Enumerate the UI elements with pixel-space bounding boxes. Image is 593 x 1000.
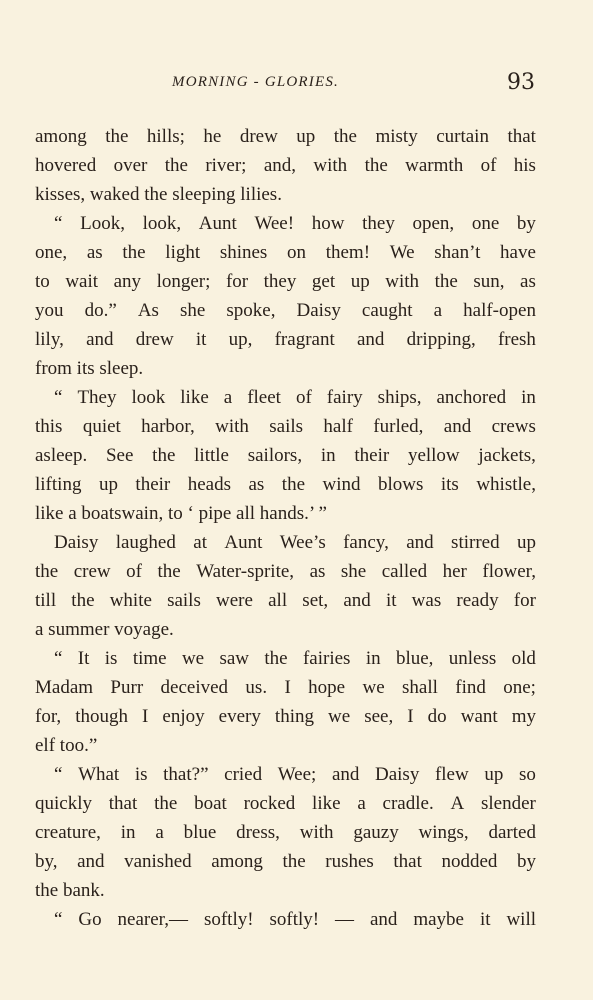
text-line: [35, 818, 536, 847]
word: a: [357, 793, 366, 814]
word: Aunt: [198, 213, 237, 234]
word: and: [343, 590, 371, 611]
word: white: [109, 590, 152, 611]
word: hope: [308, 677, 346, 698]
word: fairy: [326, 387, 363, 408]
word: this: [35, 416, 63, 437]
word: As: [137, 300, 159, 321]
word: “: [54, 213, 63, 234]
word: cradle.: [382, 793, 434, 814]
word: hills;: [146, 126, 185, 147]
word: set,: [302, 590, 329, 611]
word: slender: [481, 793, 536, 814]
word: softly!: [203, 909, 254, 930]
word: one: [471, 213, 500, 234]
word: Daisy: [296, 300, 341, 321]
word: Daisy: [375, 764, 420, 785]
word: is: [104, 648, 118, 669]
word: the: [157, 561, 181, 582]
word: “: [54, 764, 63, 785]
word: —: [335, 909, 355, 930]
word: on: [287, 242, 307, 263]
word: and: [77, 851, 105, 872]
text-line: the bank.: [35, 880, 105, 901]
word: stirred: [451, 532, 500, 553]
text-line: [35, 528, 536, 557]
word: us.: [245, 677, 268, 698]
word: saw: [219, 648, 250, 669]
word: blows: [377, 474, 424, 495]
text-line: [35, 847, 536, 876]
word: his: [513, 155, 536, 176]
text-line: [35, 760, 536, 789]
word: See: [105, 445, 134, 466]
word: I: [142, 706, 149, 727]
word: fancy,: [343, 532, 389, 553]
word: have: [500, 242, 536, 263]
word: lily,: [35, 329, 64, 350]
word: jackets,: [478, 445, 536, 466]
text-line: elf too.”: [35, 735, 98, 756]
word: among: [35, 126, 87, 147]
word: called: [381, 561, 428, 582]
word: with: [215, 416, 249, 437]
word: that?”: [163, 764, 209, 785]
body-text: [35, 122, 536, 934]
word: with: [299, 822, 334, 843]
text-line: [35, 151, 536, 180]
word: for,: [35, 706, 62, 727]
word: by: [516, 851, 536, 872]
text-line: [35, 702, 536, 731]
word: with: [313, 155, 348, 176]
word: sails: [167, 590, 201, 611]
word: spoke,: [226, 300, 276, 321]
word: for: [513, 590, 536, 611]
word: sails: [269, 416, 304, 437]
word: thing: [274, 706, 314, 727]
running-head: MORNING - GLORIES.: [172, 74, 340, 90]
text-line: [35, 789, 536, 818]
word: a: [433, 300, 443, 321]
word: half: [323, 416, 353, 437]
text-line: like a boatswain, to ‘ pipe all hands.’ ”: [35, 503, 327, 524]
word: sailors,: [247, 445, 303, 466]
text-line: [35, 557, 536, 586]
word: dripping,: [406, 329, 476, 350]
word: for: [225, 271, 249, 292]
word: will: [506, 909, 536, 930]
word: like: [180, 387, 209, 408]
word: like: [312, 793, 341, 814]
word: quiet: [82, 416, 121, 437]
word: gauzy: [353, 822, 399, 843]
word: and: [406, 532, 434, 553]
word: flew: [434, 764, 469, 785]
word: them!: [325, 242, 371, 263]
text-line: from its sleep.: [35, 358, 144, 379]
word: Water-sprite,: [196, 561, 295, 582]
word: lifting: [35, 474, 82, 495]
word: and: [331, 764, 360, 785]
text-line: kisses, waked the sleeping lilies.: [35, 184, 282, 205]
word: shan’t: [434, 242, 481, 263]
word: old: [511, 648, 536, 669]
word: in: [365, 648, 381, 669]
word: blue: [183, 822, 217, 843]
word: at: [193, 532, 207, 553]
word: we: [328, 706, 351, 727]
page-number: 93: [507, 70, 535, 95]
word: I: [407, 706, 414, 727]
word: wind: [322, 474, 361, 495]
word: shines: [219, 242, 268, 263]
word: blue,: [395, 648, 434, 669]
text-line: [35, 122, 536, 151]
word: all: [268, 590, 288, 611]
word: creature,: [35, 822, 101, 843]
word: crews: [491, 416, 536, 437]
word: the: [154, 793, 178, 814]
word: drew: [135, 329, 174, 350]
word: yellow: [407, 445, 460, 466]
text-line: [35, 383, 536, 412]
word: it: [195, 329, 207, 350]
word: light: [165, 242, 201, 263]
word: the: [282, 851, 306, 872]
word: river;: [205, 155, 247, 176]
word: “: [54, 909, 63, 930]
word: rushes: [325, 851, 374, 872]
word: whistle,: [476, 474, 536, 495]
word: she: [180, 300, 206, 321]
word: it: [385, 590, 397, 611]
word: her: [442, 561, 467, 582]
word: the: [264, 648, 288, 669]
word: as: [86, 242, 103, 263]
word: time: [132, 648, 167, 669]
word: they: [263, 271, 297, 292]
word: Purr: [110, 677, 144, 698]
word: in: [521, 387, 536, 408]
word: furled,: [373, 416, 424, 437]
word: by: [516, 213, 536, 234]
word: the: [105, 126, 129, 147]
word: their: [135, 474, 171, 495]
word: Wee!: [254, 213, 295, 234]
word: the: [164, 155, 188, 176]
word: do: [427, 706, 447, 727]
word: We: [389, 242, 415, 263]
word: drew: [239, 126, 278, 147]
word: softly!: [269, 909, 320, 930]
word: of: [126, 561, 142, 582]
word: warmth: [405, 155, 464, 176]
text-line: [35, 238, 536, 267]
word: fleet: [247, 387, 281, 408]
word: one,: [35, 242, 68, 263]
word: crew: [73, 561, 111, 582]
word: to: [35, 271, 50, 292]
word: the: [333, 126, 357, 147]
word: enjoy: [162, 706, 205, 727]
word: of: [480, 155, 497, 176]
word: any: [113, 271, 142, 292]
word: that: [393, 851, 422, 872]
word: up,: [228, 329, 253, 350]
word: though: [75, 706, 128, 727]
word: A: [450, 793, 465, 814]
text-line: [35, 412, 536, 441]
word: by,: [35, 851, 58, 872]
word: do.”: [84, 300, 117, 321]
word: ready: [456, 590, 499, 611]
word: as: [520, 271, 536, 292]
word: Madam: [35, 677, 94, 698]
word: in: [320, 445, 336, 466]
word: heads: [187, 474, 231, 495]
word: get: [311, 271, 336, 292]
word: up: [484, 764, 504, 785]
word: as: [248, 474, 265, 495]
word: open,: [412, 213, 455, 234]
word: vanished: [124, 851, 192, 872]
word: deceived: [160, 677, 229, 698]
word: with: [385, 271, 420, 292]
word: and: [443, 416, 472, 437]
word: the: [152, 445, 176, 466]
word: the: [364, 155, 388, 176]
word: it: [479, 909, 491, 930]
word: we: [362, 677, 385, 698]
word: It: [77, 648, 90, 669]
word: look,: [142, 213, 182, 234]
word: unless: [448, 648, 497, 669]
word: hovered: [35, 155, 97, 176]
text-line: a summer voyage.: [35, 619, 174, 640]
word: Daisy: [54, 532, 99, 553]
word: that: [507, 126, 536, 147]
word: little: [194, 445, 229, 466]
word: sun,: [473, 271, 505, 292]
word: Aunt: [224, 532, 263, 553]
word: maybe: [413, 909, 464, 930]
word: dress,: [236, 822, 280, 843]
word: rocked: [243, 793, 296, 814]
word: laughed: [115, 532, 176, 553]
word: of: [295, 387, 312, 408]
word: and,: [263, 155, 297, 176]
word: look: [131, 387, 166, 408]
word: is: [134, 764, 148, 785]
word: were: [216, 590, 253, 611]
word: a: [155, 822, 164, 843]
text-line: [35, 644, 536, 673]
word: a: [223, 387, 233, 408]
word: quickly: [35, 793, 92, 814]
word: shall: [402, 677, 438, 698]
word: “: [54, 648, 63, 669]
word: she: [340, 561, 367, 582]
word: cried: [224, 764, 263, 785]
word: nearer,—: [117, 909, 188, 930]
word: my: [511, 706, 536, 727]
word: wait: [65, 271, 99, 292]
word: see,: [364, 706, 394, 727]
word: Wee;: [277, 764, 317, 785]
word: longer;: [156, 271, 211, 292]
word: till: [35, 590, 57, 611]
word: “: [54, 387, 63, 408]
word: asleep.: [35, 445, 88, 466]
word: you: [35, 300, 64, 321]
word: and: [369, 909, 398, 930]
word: that: [108, 793, 138, 814]
word: the: [35, 561, 59, 582]
text-line: [35, 325, 536, 354]
word: ships,: [377, 387, 422, 408]
word: the: [122, 242, 146, 263]
word: I: [284, 677, 291, 698]
word: the: [281, 474, 306, 495]
word: anchored: [436, 387, 507, 408]
text-line: [35, 586, 536, 615]
word: wings,: [418, 822, 469, 843]
word: among: [211, 851, 263, 872]
word: the: [434, 271, 458, 292]
word: What: [78, 764, 120, 785]
word: over: [113, 155, 148, 176]
word: fragrant: [274, 329, 335, 350]
word: Look,: [80, 213, 125, 234]
word: darted: [488, 822, 536, 843]
word: as: [309, 561, 326, 582]
word: find: [455, 677, 486, 698]
word: flower,: [482, 561, 536, 582]
word: caught: [361, 300, 413, 321]
word: nodded: [441, 851, 498, 872]
word: every: [218, 706, 261, 727]
word: fresh: [497, 329, 536, 350]
word: its: [440, 474, 459, 495]
word: we: [181, 648, 205, 669]
word: was: [411, 590, 442, 611]
text-line: [35, 267, 536, 296]
word: up: [296, 126, 316, 147]
word: Go: [78, 909, 102, 930]
word: fairies: [302, 648, 351, 669]
word: misty: [375, 126, 418, 147]
word: half-open: [463, 300, 536, 321]
text-line: [35, 441, 536, 470]
word: up: [98, 474, 118, 495]
word: want: [460, 706, 498, 727]
word: they: [362, 213, 395, 234]
word: Wee’s: [279, 532, 326, 553]
word: so: [518, 764, 536, 785]
word: their: [354, 445, 390, 466]
text-line: [35, 470, 536, 499]
word: boat: [194, 793, 227, 814]
word: and: [86, 329, 114, 350]
text-line: [35, 296, 536, 325]
word: and: [356, 329, 385, 350]
text-line: [35, 673, 536, 702]
word: harbor,: [141, 416, 195, 437]
word: up: [350, 271, 370, 292]
word: in: [120, 822, 136, 843]
word: They: [77, 387, 117, 408]
text-line: [35, 905, 536, 934]
text-line: [35, 209, 536, 238]
word: he: [203, 126, 222, 147]
word: how: [311, 213, 345, 234]
word: up: [516, 532, 536, 553]
word: the: [71, 590, 95, 611]
word: one;: [503, 677, 536, 698]
word: curtain: [436, 126, 489, 147]
